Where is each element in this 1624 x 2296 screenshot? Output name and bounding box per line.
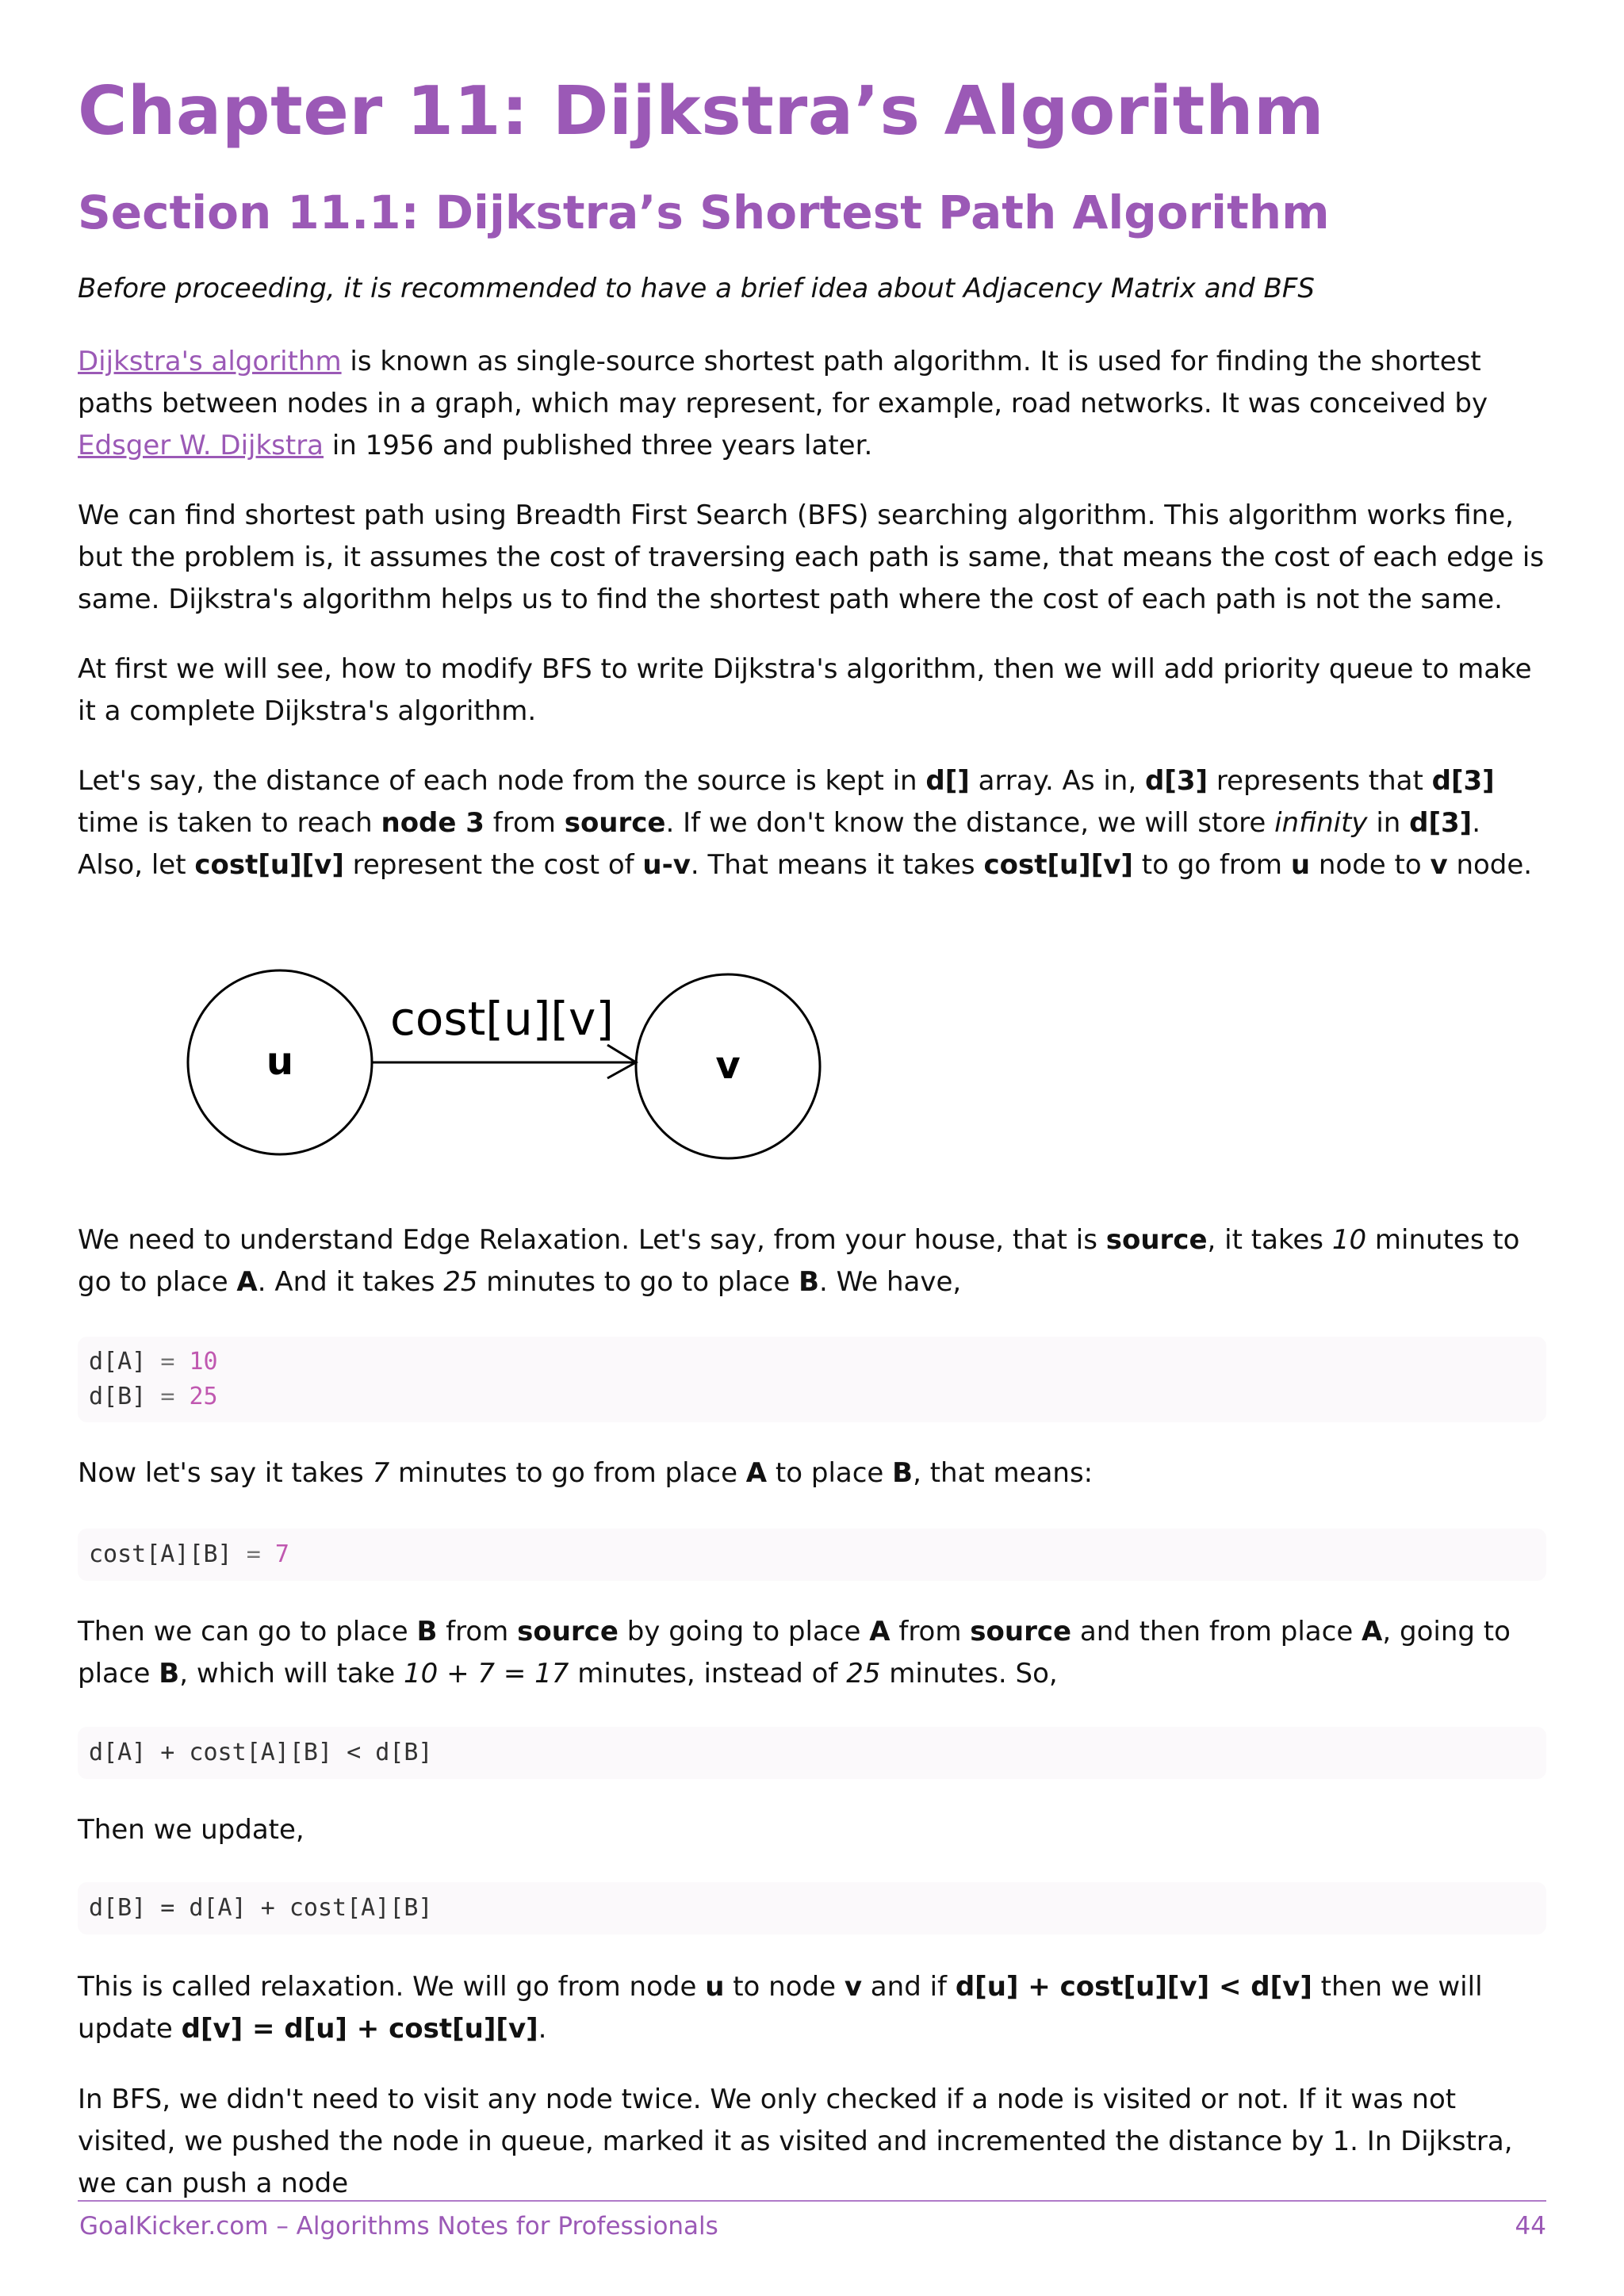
footer-page-number: 44	[1515, 2212, 1546, 2241]
code-block-update: d[B] = d[A] + cost[A][B]	[78, 1882, 1546, 1934]
code-block-cost: cost[A][B] = 7	[78, 1529, 1546, 1581]
footer-source: GoalKicker.com – Algorithms Notes for Professionals	[79, 2212, 718, 2241]
paragraph-relaxation: This is called relaxation. We will go from node u to node v and if d[u] + cost[u][v] < d[v] then we will update d[v] = d[u] + cost[u][v].	[78, 1971, 1483, 2045]
paragraph-cost-ab: Now let's say it takes 7 minutes to go from place A to place B, that means:	[78, 1457, 1094, 1489]
paragraph-edge-relaxation: We need to understand Edge Relaxation. Let's say, from your house, that is source, it takes 10 minutes to go to place A. And it takes 25 minutes to go to place B. We have,	[78, 1224, 1520, 1298]
paragraph-dijkstra-intro: Dijkstra's algorithm is known as single-source shortest path algorithm. It is used for finding the shortest paths between nodes in a graph, which may represent, for example, road networks. It was conceived by Edsger W. Dijkstra in 1956 and published three years later.	[78, 346, 1488, 461]
paragraph-update: Then we update,	[78, 1814, 304, 1846]
paragraph-distance-array: Let's say, the distance of each node from the source is kept in d[] array. As in, d[3] represents that d[3] time is taken to reach node 3 from source. If we don't know the distance, we will store infinity in d[3]. Also, let cost[u][v] represent the cost of u-v. That means it takes cost[u][v] to go from u node to v node.	[78, 765, 1533, 881]
paragraph-bfs-visit: In BFS, we didn't need to visit any node twice. We only checked if a node is visited or not. If it was not visited, we pushed the node in queue, marked it as visited and incremented the distance by 1. In Dijkstra, we can push a node	[78, 2084, 1513, 2199]
link-dijkstra-algorithm[interactable]: Dijkstra's algorithm	[78, 346, 342, 377]
paragraph-via-a: Then we can go to place B from source by going to place A from source and then from place A, going to place B, which will take 10 + 7 = 17 minutes, instead of 25 minutes. So,	[78, 1616, 1511, 1689]
edge-cost-label: cost[u][v]	[390, 992, 614, 1046]
code-block-condition: d[A] + cost[A][B] < d[B]	[78, 1727, 1546, 1779]
paragraph-modify-bfs: At first we will see, how to modify BFS to write Dijkstra's algorithm, then we will add priority queue to make it a complete Dijkstra's algorithm.	[78, 653, 1532, 727]
footer-divider	[78, 2200, 1546, 2202]
node-v-label: v	[715, 1043, 741, 1088]
link-edsger-dijkstra[interactable]: Edsger W. Dijkstra	[78, 430, 324, 461]
paragraph-bfs: We can find shortest path using Breadth First Search (BFS) searching algorithm. This algorithm works fine, but the problem is, it assumes the cost of traversing each path is same, that means the cost of each edge is same. Dijkstra's algorithm helps us to find the shortest path where the cost of each path is not the same.	[78, 499, 1545, 615]
intro-paragraph: Before proceeding, it is recommended to have a brief idea about Adjacency Matrix and BFS	[78, 273, 1315, 304]
edge-diagram	[133, 951, 863, 1205]
code-block-distances: d[A] = 10 d[B] = 25	[78, 1337, 1546, 1422]
section-title: Section 11.1: Dijkstra’s Shortest Path Algorithm	[78, 186, 1330, 239]
chapter-title: Chapter 11: Dijkstra’s Algorithm	[78, 72, 1325, 151]
node-u-label: u	[266, 1039, 294, 1084]
